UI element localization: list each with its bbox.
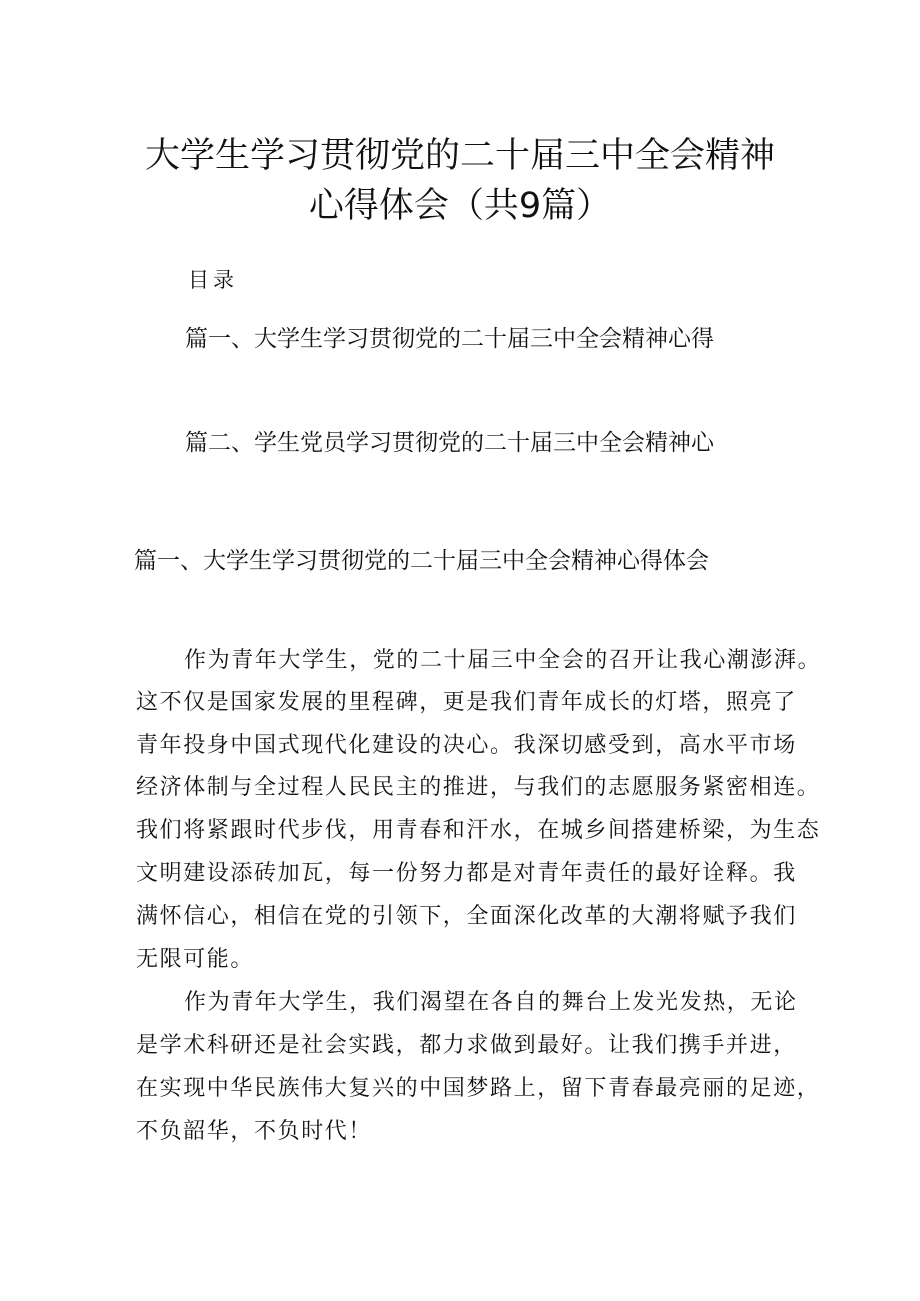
paragraph-1-line-7: 满怀信心，相信在党的引领下，全面深化改革的大潮将赋予我们 <box>136 904 797 929</box>
paragraph-2-line-2: 是学术科研还是社会实践，都力求做到最好。让我们携手并进， <box>136 1033 797 1058</box>
paragraph-1-line-8: 无限可能。 <box>136 947 255 972</box>
document-title-line-1: 大学生学习贯彻党的二十届三中全会精神 <box>144 136 775 176</box>
paragraph-1-line-2: 这不仅是国家发展的里程碑，更是我们青年成长的灯塔，照亮了 <box>136 690 797 715</box>
paragraph-1-line-5: 我们将紧跟时代步伐，用青春和汗水，在城乡间搭建桥梁，为生态 <box>136 818 821 843</box>
paragraph-2-line-4: 不负韶华，不负时代！ <box>136 1119 373 1144</box>
section-heading: 篇一、大学生学习贯彻党的二十届三中全会精神心得体会 <box>134 548 709 574</box>
paragraph-1-line-6: 文明建设添砖加瓦，每一份努力都是对青年责任的最好诠释。我 <box>136 861 797 886</box>
paragraph-1-line-4: 经济体制与全过程人民民主的推进，与我们的志愿服务紧密相连。 <box>136 775 821 800</box>
toc-item-2[interactable]: 篇二、学生党员学习贯彻党的二十届三中全会精神心 <box>185 430 714 456</box>
toc-label: 目录 <box>188 268 238 292</box>
document-title-line-2: 心得体会（共9篇） <box>308 186 612 226</box>
toc-item-1[interactable]: 篇一、大学生学习贯彻党的二十届三中全会精神心得 <box>185 326 714 352</box>
paragraph-1-line-3: 青年投身中国式现代化建设的决心。我深切感受到，高水平市场 <box>136 733 797 758</box>
paragraph-2-line-1: 作为青年大学生，我们渴望在各自的舞台上发光发热，无论 <box>184 990 798 1015</box>
paragraph-2-line-3: 在实现中华民族伟大复兴的中国梦路上，留下青春最亮丽的足迹， <box>136 1076 821 1101</box>
paragraph-1-line-1: 作为青年大学生，党的二十届三中全会的召开让我心潮澎湃。 <box>184 648 822 673</box>
